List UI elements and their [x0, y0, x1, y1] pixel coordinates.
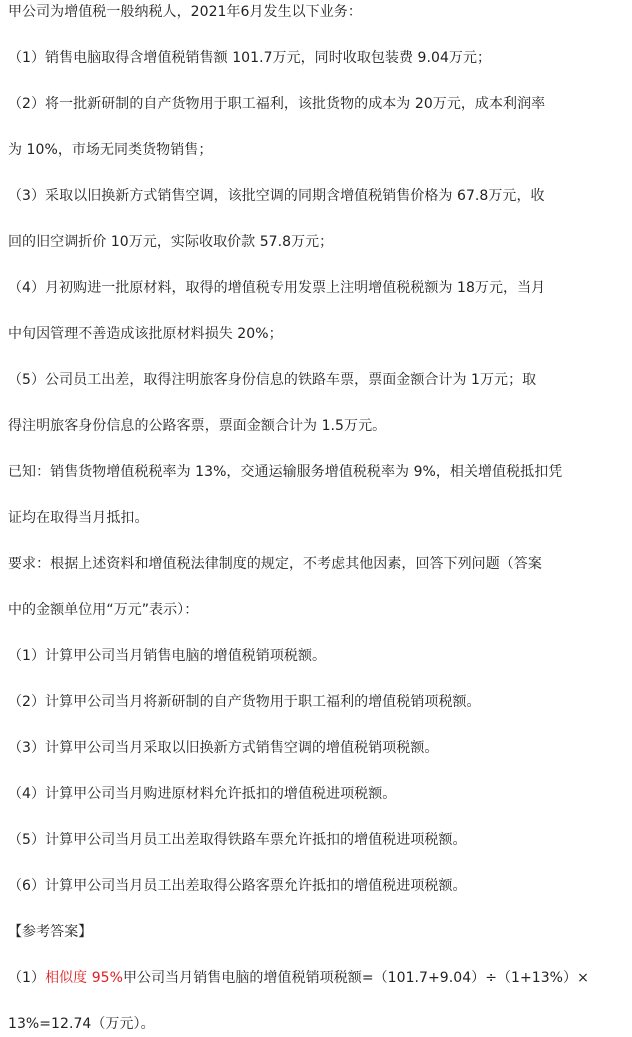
known-line-1: 已知：销售货物增值税税率为 13%，交通运输服务增值税税率为 9%，相关增值税抵扣凭 — [8, 464, 563, 480]
answer-1-line-2: 13%=12.74（万元）。 — [8, 1016, 155, 1032]
answer-1-prefix: （1） — [8, 970, 46, 986]
item-4-line-2: 中旬因管理不善造成该批原材料损失 20%； — [8, 326, 283, 342]
question-6: （6）计算甲公司当月员工出差取得公路客票允许抵扣的增值税进项税额。 — [8, 878, 467, 894]
requirement-line-1: 要求：根据上述资料和增值税法律制度的规定，不考虑其他因素，回答下列问题（答案 — [8, 556, 542, 572]
item-5-line-2: 得注明旅客身份信息的公路客票，票面金额合计为 1.5万元。 — [8, 418, 387, 434]
item-5-line-1: （5）公司员工出差，取得注明旅客身份信息的铁路车票，票面金额合计为 1万元；取 — [8, 372, 537, 388]
item-2-line-1: （2）将一批新研制的自产货物用于职工福利，该批货物的成本为 20万元，成本利润率 — [8, 96, 546, 112]
requirement-line-2: 中的金额单位用“万元”表示）： — [8, 602, 199, 618]
answer-1-line-1 — [8, 968, 589, 988]
question-4: （4）计算甲公司当月购进原材料允许抵扣的增值税进项税额。 — [8, 786, 397, 802]
item-4-line-1: （4）月初购进一批原材料，取得的增值税专用发票上注明增值税税额为 18万元，当月 — [8, 280, 546, 296]
intro-line: 甲公司为增值税一般纳税人，2021年6月发生以下业务： — [8, 4, 362, 20]
known-line-2: 证均在取得当月抵扣。 — [8, 510, 149, 526]
item-1-line: （1）销售电脑取得含增值税销售额 101.7万元，同时收取包装费 9.04万元； — [8, 50, 492, 66]
question-1: （1）计算甲公司当月销售电脑的增值税销项税额。 — [8, 648, 327, 664]
similarity-badge: 相似度 95% — [45, 970, 123, 986]
item-3-line-2: 回的旧空调折价 10万元，实际收取价款 57.8万元； — [8, 234, 334, 250]
question-3: （3）计算甲公司当月采取以旧换新方式销售空调的增值税销项税额。 — [8, 740, 439, 756]
question-2: （2）计算甲公司当月将新研制的自产货物用于职工福利的增值税销项税额。 — [8, 694, 481, 710]
item-3-line-1: （3）采取以旧换新方式销售空调，该批空调的同期含增值税销售价格为 67.8万元，收 — [8, 188, 545, 204]
answer-1-formula: 甲公司当月销售电脑的增值税销项税额=（101.7+9.04）÷（1+13%）× — [122, 970, 589, 986]
answer-heading: 【参考答案】 — [8, 924, 93, 940]
item-2-line-2: 为 10%，市场无同类货物销售； — [8, 142, 213, 158]
question-5: （5）计算甲公司当月员工出差取得铁路车票允许抵扣的增值税进项税额。 — [8, 832, 467, 848]
